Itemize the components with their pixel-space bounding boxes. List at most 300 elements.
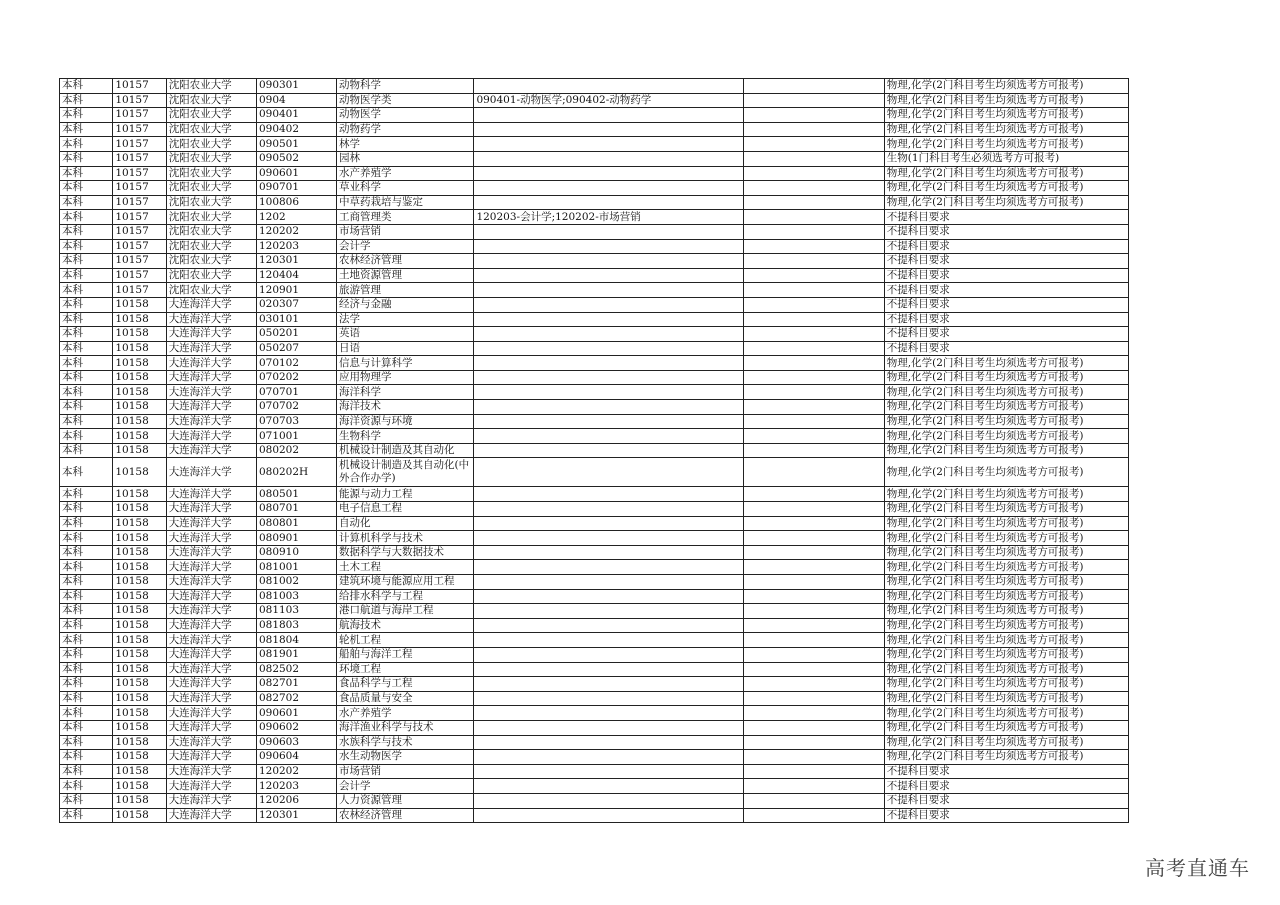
level-cell: 本科 (60, 589, 113, 604)
school-name-cell: 沈阳农业大学 (166, 210, 256, 225)
note-cell (744, 677, 885, 692)
school-name-cell: 大连海洋大学 (166, 341, 256, 356)
major-name-cell: 林学 (336, 137, 473, 152)
subject-requirement-cell: 物理,化学(2门科目考生均须选考方可报考) (884, 400, 1128, 415)
table-row (60, 487, 1129, 502)
subject-requirement-cell: 物理,化学(2门科目考生均须选考方可报考) (884, 691, 1128, 706)
school-code-cell: 10157 (113, 166, 166, 181)
included-majors-cell (474, 327, 744, 342)
subject-requirement-cell: 物理,化学(2门科目考生均须选考方可报考) (884, 720, 1128, 735)
included-majors-cell (474, 589, 744, 604)
note-cell (744, 487, 885, 502)
major-name-cell: 数据科学与大数据技术 (336, 545, 473, 560)
school-code-cell: 10157 (113, 108, 166, 123)
included-majors-cell (474, 181, 744, 196)
included-majors-cell (474, 370, 744, 385)
table-row (60, 808, 1129, 823)
school-code-cell: 10158 (113, 677, 166, 692)
major-code-cell: 081901 (256, 647, 336, 662)
subject-requirement-cell: 物理,化学(2门科目考生均须选考方可报考) (884, 443, 1128, 458)
table-row (60, 750, 1129, 765)
level-cell: 本科 (60, 560, 113, 575)
table-row (60, 604, 1129, 619)
table-row (60, 720, 1129, 735)
level-cell: 本科 (60, 458, 113, 487)
table-row (60, 356, 1129, 371)
major-code-cell: 120301 (256, 808, 336, 823)
note-cell (744, 691, 885, 706)
major-code-cell: 090601 (256, 706, 336, 721)
major-code-cell: 120404 (256, 268, 336, 283)
level-cell: 本科 (60, 297, 113, 312)
table-row (60, 647, 1129, 662)
major-code-cell: 070701 (256, 385, 336, 400)
subject-requirement-cell: 物理,化学(2门科目考生均须选考方可报考) (884, 633, 1128, 648)
school-code-cell: 10158 (113, 341, 166, 356)
admission-subject-table (59, 78, 1129, 823)
note-cell (744, 93, 885, 108)
subject-requirement-cell: 物理,化学(2门科目考生均须选考方可报考) (884, 618, 1128, 633)
level-cell: 本科 (60, 516, 113, 531)
table-row (60, 195, 1129, 210)
note-cell (744, 122, 885, 137)
included-majors-cell (474, 575, 744, 590)
note-cell (744, 633, 885, 648)
major-name-cell: 机械设计制造及其自动化 (336, 443, 473, 458)
major-code-cell: 120202 (256, 224, 336, 239)
included-majors-cell (474, 400, 744, 415)
subject-requirement-cell: 物理,化学(2门科目考生均须选考方可报考) (884, 560, 1128, 575)
major-code-cell: 090602 (256, 720, 336, 735)
note-cell (744, 575, 885, 590)
included-majors-cell (474, 414, 744, 429)
included-majors-cell (474, 764, 744, 779)
school-code-cell: 10157 (113, 224, 166, 239)
school-name-cell: 大连海洋大学 (166, 414, 256, 429)
subject-requirement-cell: 物理,化学(2门科目考生均须选考方可报考) (884, 516, 1128, 531)
major-code-cell: 080501 (256, 487, 336, 502)
included-majors-cell (474, 443, 744, 458)
included-majors-cell (474, 531, 744, 546)
table-row (60, 735, 1129, 750)
major-code-cell: 0904 (256, 93, 336, 108)
included-majors-cell: 120203-会计学;120202-市场营销 (474, 210, 744, 225)
major-name-cell: 信息与计算科学 (336, 356, 473, 371)
table-row (60, 122, 1129, 137)
level-cell: 本科 (60, 122, 113, 137)
table-row (60, 210, 1129, 225)
table-row (60, 443, 1129, 458)
included-majors-cell: 090401-动物医学;090402-动物药学 (474, 93, 744, 108)
school-name-cell: 大连海洋大学 (166, 750, 256, 765)
table-row (60, 618, 1129, 633)
major-name-cell: 电子信息工程 (336, 502, 473, 517)
school-name-cell: 大连海洋大学 (166, 458, 256, 487)
note-cell (744, 239, 885, 254)
school-name-cell: 大连海洋大学 (166, 808, 256, 823)
major-code-cell: 080801 (256, 516, 336, 531)
table-row (60, 327, 1129, 342)
school-code-cell: 10157 (113, 210, 166, 225)
note-cell (744, 137, 885, 152)
major-name-cell: 环境工程 (336, 662, 473, 677)
major-code-cell: 090401 (256, 108, 336, 123)
level-cell: 本科 (60, 79, 113, 94)
table-row (60, 312, 1129, 327)
table-row (60, 166, 1129, 181)
school-code-cell: 10158 (113, 633, 166, 648)
included-majors-cell (474, 166, 744, 181)
note-cell (744, 793, 885, 808)
major-name-cell: 水产养殖学 (336, 706, 473, 721)
level-cell: 本科 (60, 254, 113, 269)
major-code-cell: 100806 (256, 195, 336, 210)
school-code-cell: 10158 (113, 327, 166, 342)
note-cell (744, 210, 885, 225)
subject-requirement-cell: 不提科目要求 (884, 808, 1128, 823)
level-cell: 本科 (60, 808, 113, 823)
table-row (60, 633, 1129, 648)
subject-requirement-cell: 不提科目要求 (884, 341, 1128, 356)
note-cell (744, 560, 885, 575)
note-cell (744, 254, 885, 269)
subject-requirement-cell: 物理,化学(2门科目考生均须选考方可报考) (884, 750, 1128, 765)
school-code-cell: 10158 (113, 545, 166, 560)
subject-requirement-cell: 物理,化学(2门科目考生均须选考方可报考) (884, 545, 1128, 560)
school-name-cell: 大连海洋大学 (166, 516, 256, 531)
major-name-cell: 轮机工程 (336, 633, 473, 648)
table-row (60, 545, 1129, 560)
included-majors-cell (474, 268, 744, 283)
table-row (60, 662, 1129, 677)
school-code-cell: 10158 (113, 691, 166, 706)
note-cell (744, 283, 885, 298)
note-cell (744, 531, 885, 546)
major-code-cell: 050201 (256, 327, 336, 342)
major-name-cell: 旅游管理 (336, 283, 473, 298)
included-majors-cell (474, 662, 744, 677)
school-name-cell: 大连海洋大学 (166, 356, 256, 371)
table-row (60, 254, 1129, 269)
major-code-cell: 090402 (256, 122, 336, 137)
included-majors-cell (474, 779, 744, 794)
major-name-cell: 土木工程 (336, 560, 473, 575)
school-name-cell: 沈阳农业大学 (166, 181, 256, 196)
included-majors-cell (474, 618, 744, 633)
major-name-cell: 水产养殖学 (336, 166, 473, 181)
included-majors-cell (474, 735, 744, 750)
included-majors-cell (474, 429, 744, 444)
note-cell (744, 181, 885, 196)
major-code-cell: 120301 (256, 254, 336, 269)
subject-requirement-cell: 物理,化学(2门科目考生均须选考方可报考) (884, 356, 1128, 371)
school-code-cell: 10158 (113, 356, 166, 371)
subject-requirement-cell: 不提科目要求 (884, 224, 1128, 239)
note-cell (744, 604, 885, 619)
level-cell: 本科 (60, 575, 113, 590)
school-code-cell: 10158 (113, 370, 166, 385)
subject-requirement-cell: 物理,化学(2门科目考生均须选考方可报考) (884, 385, 1128, 400)
major-name-cell: 水族科学与技术 (336, 735, 473, 750)
note-cell (744, 706, 885, 721)
major-name-cell: 给排水科学与工程 (336, 589, 473, 604)
major-code-cell: 081002 (256, 575, 336, 590)
table-row (60, 560, 1129, 575)
major-name-cell: 食品科学与工程 (336, 677, 473, 692)
major-code-cell: 090603 (256, 735, 336, 750)
note-cell (744, 720, 885, 735)
subject-requirement-cell: 物理,化学(2门科目考生均须选考方可报考) (884, 706, 1128, 721)
subject-requirement-cell: 不提科目要求 (884, 254, 1128, 269)
major-name-cell: 土地资源管理 (336, 268, 473, 283)
note-cell (744, 327, 885, 342)
major-code-cell: 080901 (256, 531, 336, 546)
school-name-cell: 大连海洋大学 (166, 691, 256, 706)
school-code-cell: 10158 (113, 443, 166, 458)
note-cell (744, 516, 885, 531)
level-cell: 本科 (60, 108, 113, 123)
note-cell (744, 312, 885, 327)
school-code-cell: 10158 (113, 385, 166, 400)
included-majors-cell (474, 312, 744, 327)
subject-requirement-cell: 不提科目要求 (884, 297, 1128, 312)
school-code-cell: 10158 (113, 604, 166, 619)
note-cell (744, 808, 885, 823)
level-cell: 本科 (60, 545, 113, 560)
note-cell (744, 662, 885, 677)
major-name-cell: 农林经济管理 (336, 254, 473, 269)
major-code-cell: 120901 (256, 283, 336, 298)
major-name-cell: 海洋资源与环境 (336, 414, 473, 429)
subject-requirement-cell: 物理,化学(2门科目考生均须选考方可报考) (884, 575, 1128, 590)
level-cell: 本科 (60, 531, 113, 546)
major-code-cell: 082701 (256, 677, 336, 692)
school-name-cell: 大连海洋大学 (166, 589, 256, 604)
subject-requirement-cell: 物理,化学(2门科目考生均须选考方可报考) (884, 122, 1128, 137)
level-cell: 本科 (60, 706, 113, 721)
level-cell: 本科 (60, 224, 113, 239)
included-majors-cell (474, 341, 744, 356)
note-cell (744, 400, 885, 415)
major-name-cell: 计算机科学与技术 (336, 531, 473, 546)
included-majors-cell (474, 691, 744, 706)
level-cell: 本科 (60, 370, 113, 385)
major-code-cell: 081001 (256, 560, 336, 575)
table-row (60, 502, 1129, 517)
major-code-cell: 090301 (256, 79, 336, 94)
included-majors-cell (474, 706, 744, 721)
included-majors-cell (474, 137, 744, 152)
major-name-cell: 日语 (336, 341, 473, 356)
school-name-cell: 大连海洋大学 (166, 327, 256, 342)
table-row (60, 575, 1129, 590)
school-name-cell: 大连海洋大学 (166, 370, 256, 385)
major-name-cell: 海洋科学 (336, 385, 473, 400)
note-cell (744, 589, 885, 604)
table-row (60, 764, 1129, 779)
table-row (60, 283, 1129, 298)
table-row (60, 516, 1129, 531)
major-code-cell: 081103 (256, 604, 336, 619)
major-code-cell: 071001 (256, 429, 336, 444)
school-code-cell: 10157 (113, 79, 166, 94)
major-name-cell: 应用物理学 (336, 370, 473, 385)
major-code-cell: 082702 (256, 691, 336, 706)
subject-requirement-cell: 物理,化学(2门科目考生均须选考方可报考) (884, 458, 1128, 487)
school-name-cell: 大连海洋大学 (166, 618, 256, 633)
school-name-cell: 沈阳农业大学 (166, 224, 256, 239)
major-code-cell: 090601 (256, 166, 336, 181)
school-code-cell: 10157 (113, 254, 166, 269)
included-majors-cell (474, 224, 744, 239)
school-name-cell: 大连海洋大学 (166, 793, 256, 808)
school-code-cell: 10158 (113, 779, 166, 794)
school-name-cell: 大连海洋大学 (166, 662, 256, 677)
school-name-cell: 大连海洋大学 (166, 779, 256, 794)
table-row (60, 793, 1129, 808)
level-cell: 本科 (60, 356, 113, 371)
school-code-cell: 10158 (113, 750, 166, 765)
major-name-cell: 工商管理类 (336, 210, 473, 225)
major-code-cell: 120206 (256, 793, 336, 808)
included-majors-cell (474, 458, 744, 487)
school-name-cell: 大连海洋大学 (166, 545, 256, 560)
major-name-cell: 园林 (336, 151, 473, 166)
table-row (60, 224, 1129, 239)
subject-requirement-cell: 不提科目要求 (884, 779, 1128, 794)
level-cell: 本科 (60, 487, 113, 502)
school-code-cell: 10158 (113, 487, 166, 502)
school-code-cell: 10158 (113, 618, 166, 633)
level-cell: 本科 (60, 400, 113, 415)
included-majors-cell (474, 283, 744, 298)
school-name-cell: 大连海洋大学 (166, 677, 256, 692)
school-name-cell: 大连海洋大学 (166, 312, 256, 327)
school-name-cell: 大连海洋大学 (166, 560, 256, 575)
included-majors-cell (474, 677, 744, 692)
note-cell (744, 429, 885, 444)
school-code-cell: 10158 (113, 297, 166, 312)
school-name-cell: 沈阳农业大学 (166, 195, 256, 210)
subject-requirement-cell: 不提科目要求 (884, 764, 1128, 779)
table-row (60, 414, 1129, 429)
level-cell: 本科 (60, 327, 113, 342)
subject-requirement-cell: 物理,化学(2门科目考生均须选考方可报考) (884, 137, 1128, 152)
subject-requirement-cell: 生物(1门科目考生必须选考方可报考) (884, 151, 1128, 166)
level-cell: 本科 (60, 720, 113, 735)
level-cell: 本科 (60, 268, 113, 283)
school-code-cell: 10158 (113, 647, 166, 662)
major-code-cell: 070102 (256, 356, 336, 371)
major-code-cell: 090604 (256, 750, 336, 765)
note-cell (744, 750, 885, 765)
level-cell: 本科 (60, 662, 113, 677)
school-code-cell: 10157 (113, 283, 166, 298)
major-name-cell: 海洋渔业科学与技术 (336, 720, 473, 735)
school-name-cell: 大连海洋大学 (166, 429, 256, 444)
table-row (60, 79, 1129, 94)
major-name-cell: 动物医学 (336, 108, 473, 123)
school-code-cell: 10158 (113, 720, 166, 735)
major-name-cell: 会计学 (336, 779, 473, 794)
major-name-cell: 港口航道与海岸工程 (336, 604, 473, 619)
school-code-cell: 10158 (113, 808, 166, 823)
note-cell (744, 268, 885, 283)
table-row (60, 400, 1129, 415)
school-code-cell: 10158 (113, 575, 166, 590)
note-cell (744, 735, 885, 750)
school-name-cell: 沈阳农业大学 (166, 254, 256, 269)
level-cell: 本科 (60, 166, 113, 181)
included-majors-cell (474, 239, 744, 254)
note-cell (744, 108, 885, 123)
included-majors-cell (474, 516, 744, 531)
school-name-cell: 大连海洋大学 (166, 297, 256, 312)
school-code-cell: 10158 (113, 516, 166, 531)
level-cell: 本科 (60, 779, 113, 794)
table-row (60, 677, 1129, 692)
included-majors-cell (474, 385, 744, 400)
note-cell (744, 779, 885, 794)
level-cell: 本科 (60, 633, 113, 648)
subject-requirement-cell: 不提科目要求 (884, 327, 1128, 342)
major-name-cell: 市场营销 (336, 764, 473, 779)
school-code-cell: 10158 (113, 706, 166, 721)
included-majors-cell (474, 633, 744, 648)
subject-requirement-cell: 不提科目要求 (884, 210, 1128, 225)
major-name-cell: 人力资源管理 (336, 793, 473, 808)
major-code-cell: 090701 (256, 181, 336, 196)
level-cell: 本科 (60, 385, 113, 400)
note-cell (744, 297, 885, 312)
school-name-cell: 大连海洋大学 (166, 502, 256, 517)
major-name-cell: 生物科学 (336, 429, 473, 444)
school-name-cell: 沈阳农业大学 (166, 137, 256, 152)
table-row (60, 297, 1129, 312)
note-cell (744, 647, 885, 662)
note-cell (744, 618, 885, 633)
school-code-cell: 10158 (113, 414, 166, 429)
note-cell (744, 443, 885, 458)
included-majors-cell (474, 356, 744, 371)
note-cell (744, 341, 885, 356)
subject-requirement-cell: 不提科目要求 (884, 268, 1128, 283)
school-name-cell: 大连海洋大学 (166, 706, 256, 721)
school-name-cell: 沈阳农业大学 (166, 283, 256, 298)
included-majors-cell (474, 502, 744, 517)
school-name-cell: 大连海洋大学 (166, 575, 256, 590)
subject-requirement-cell: 物理,化学(2门科目考生均须选考方可报考) (884, 604, 1128, 619)
subject-requirement-cell: 物理,化学(2门科目考生均须选考方可报考) (884, 662, 1128, 677)
table-row (60, 341, 1129, 356)
school-name-cell: 大连海洋大学 (166, 385, 256, 400)
included-majors-cell (474, 254, 744, 269)
table-body (60, 79, 1129, 823)
major-code-cell: 070202 (256, 370, 336, 385)
major-code-cell: 080910 (256, 545, 336, 560)
school-code-cell: 10158 (113, 458, 166, 487)
major-name-cell: 船舶与海洋工程 (336, 647, 473, 662)
table-row (60, 531, 1129, 546)
major-code-cell: 081003 (256, 589, 336, 604)
major-name-cell: 自动化 (336, 516, 473, 531)
included-majors-cell (474, 487, 744, 502)
major-code-cell: 120203 (256, 779, 336, 794)
major-code-cell: 081803 (256, 618, 336, 633)
major-code-cell: 050207 (256, 341, 336, 356)
note-cell (744, 385, 885, 400)
table-row (60, 370, 1129, 385)
